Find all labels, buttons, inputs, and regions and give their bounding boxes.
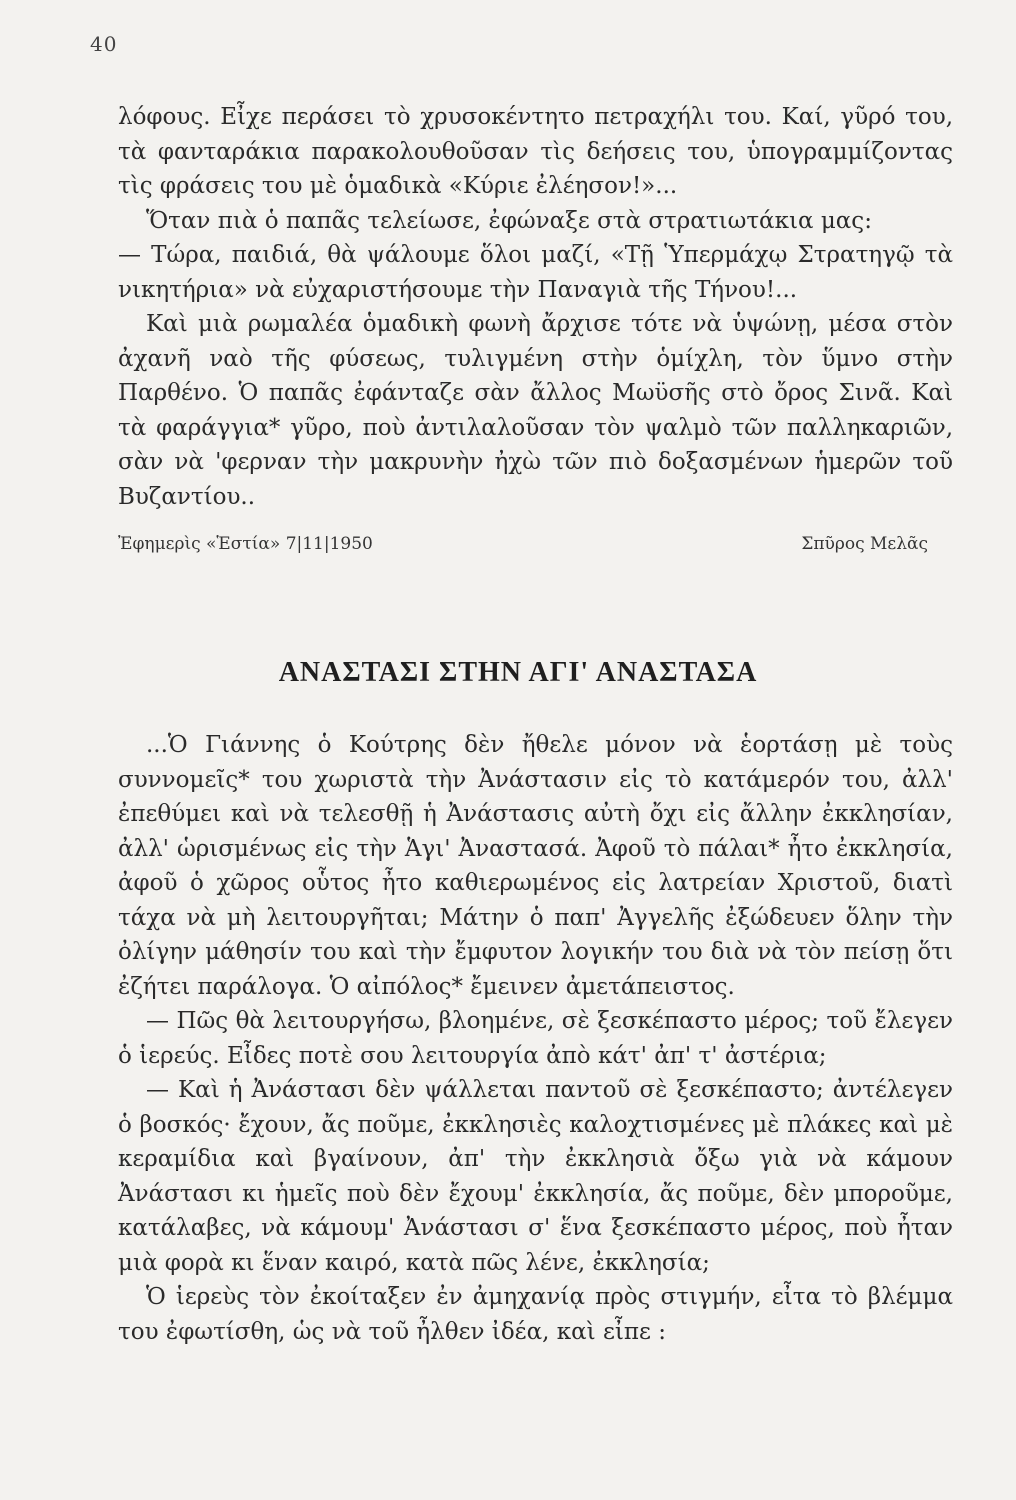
paragraph: — Πῶς θὰ λειτουργήσω, βλοημένε, σὲ ξεσκέπαστο μέρος; τοῦ ἔλεγεν ὁ ἱερεύς. Εἶδες ποτὲ σου λειτουργία ἀπὸ κάτ' ἀπ' τ' ἀστέρια; <box>118 1008 953 1069</box>
paragraph: Καὶ μιὰ ρωμαλέα ὁμαδικὴ φωνὴ ἄρχισε τότε νὰ ὑψώνῃ, μέσα στὸν ἀχανῆ ναὸ τῆς φύσεως, τυλιγμένη στὴν ὁμίχλη, τὸν ὕμνο στὴν Παρθένο. Ὁ παπᾶς ἐφάνταζε σὰν ἄλλος Μωϋσῆς στὸ ὄρος Σινᾶ. Καὶ τὰ φαράγγια* γῦρο, ποὺ ἀντιλαλοῦσαν τὸν ψαλμὸ τῶν παλληκαριῶν, σὰν νὰ 'φερναν τὴν μακρυνὴν ἠχὼ τῶν πιὸ δοξασμένων ἡμερῶν τοῦ Βυζαντίου.. <box>118 311 953 510</box>
paragraph: ...Ὁ Γιάννης ὁ Κούτρης δὲν ἤθελε μόνον νὰ ἑορτάσῃ μὲ τοὺς συννομεῖς* του χωριστὰ τὴν Ἀνάστασιν εἰς τὸ κατάμερόν του, ἀλλ' ἐπεθύμει καὶ νὰ τελεσθῇ ἡ Ἀνάστασις αὐτὴ ὄχι εἰς ἄλλην ἐκκλησίαν, ἀλλ' ὡρισμένως εἰς τὴν Ἁγι' Ἀναστασά. Ἀφοῦ τὸ πάλαι* ἦτο ἐκκλησία, ἀφοῦ ὁ χῶρος οὗτος ἦτο καθιερωμένος εἰς λατρείαν Χριστοῦ, διατὶ τάχα νὰ μὴ λειτουργῆται; Μάτην ὁ παπ' Ἀγγελῆς ἐξώδευεν ὅλην τὴν ὀλίγην μάθησίν του καὶ τὴν ἔμφυτον λογικήν του διὰ νὰ τὸν πείσῃ ὅτι ἐζήτει παράλογα. Ὁ αἰπόλος* ἔμεινεν ἀμετάπειστος. <box>118 732 953 1000</box>
author-name: Σπῦρος Μελᾶς <box>801 534 928 554</box>
paragraph: Ὅταν πιὰ ὁ παπᾶς τελείωσε, ἐφώναξε στὰ στρατιωτάκια μας: <box>146 207 872 234</box>
excerpt-2-body <box>118 728 953 1349</box>
paragraph: — Καὶ ἡ Ἀνάστασι δὲν ψάλλεται παντοῦ σὲ ξεσκέπαστο; ἀντέλεγεν ὁ βοσκός· ἔχουν, ἄς ποῦμε, ἐκκλησιὲς καλοχτισμένες μὲ πλάκες καὶ μὲ κεραμίδια καὶ βγαίνουν, ἀπ' τὴν ἐκκλησιὰ ὄξω γιὰ νὰ κάμουν Ἀνάστασι κι ἡμεῖς ποὺ δὲν ἔχουμ' ἐκκλησία, ἄς ποῦμε, δὲν μποροῦμε, κατάλαβες, νὰ κάμουμ' Ἀνάστασι σ' ἕνα ξεσκέπαστο μέρος, ποὺ ἦταν μιὰ φορὰ κι ἕναν καιρό, κατὰ πῶς λένε, ἐκκλησία; <box>118 1077 953 1276</box>
section-title: ΑΝΑΣΤΑΣΙ ΣΤΗΝ ΑΓΙ' ΑΝΑΣΤΑΣΑ <box>278 657 758 688</box>
paragraph: — Τώρα, παιδιά, θὰ ψάλουμε ὅλοι μαζί, «Τῇ Ὑπερμάχῳ Στρατηγῷ τὰ νικητήρια» νὰ εὐχαριστήσουμε τὴν Παναγιὰ τῆς Τήνου!... <box>118 242 953 303</box>
paragraph: Ὁ ἱερεὺς τὸν ἐκοίταξεν ἐν ἀμηχανίᾳ πρὸς στιγμήν, εἶτα τὸ βλέμμα του ἐφωτίσθη, ὡς νὰ τοῦ ἦλθεν ἰδέα, καὶ εἶπε : <box>118 1284 953 1345</box>
excerpt-1-body <box>118 100 953 514</box>
source-reference: Ἐφημερὶς «Ἑστία» 7|11|1950 <box>118 534 373 554</box>
paragraph: λόφους. Εἶχε περάσει τὸ χρυσοκέντητο πετραχήλι του. Καί, γῦρό του, τὰ φανταράκια παρακολουθοῦσαν τὶς δεήσεις του, ὑπογραμμίζοντας τὶς φράσεις του μὲ ὁμαδικὰ «Κύριε ἐλέησον!»... <box>118 104 953 199</box>
page-number: 40 <box>90 32 118 56</box>
